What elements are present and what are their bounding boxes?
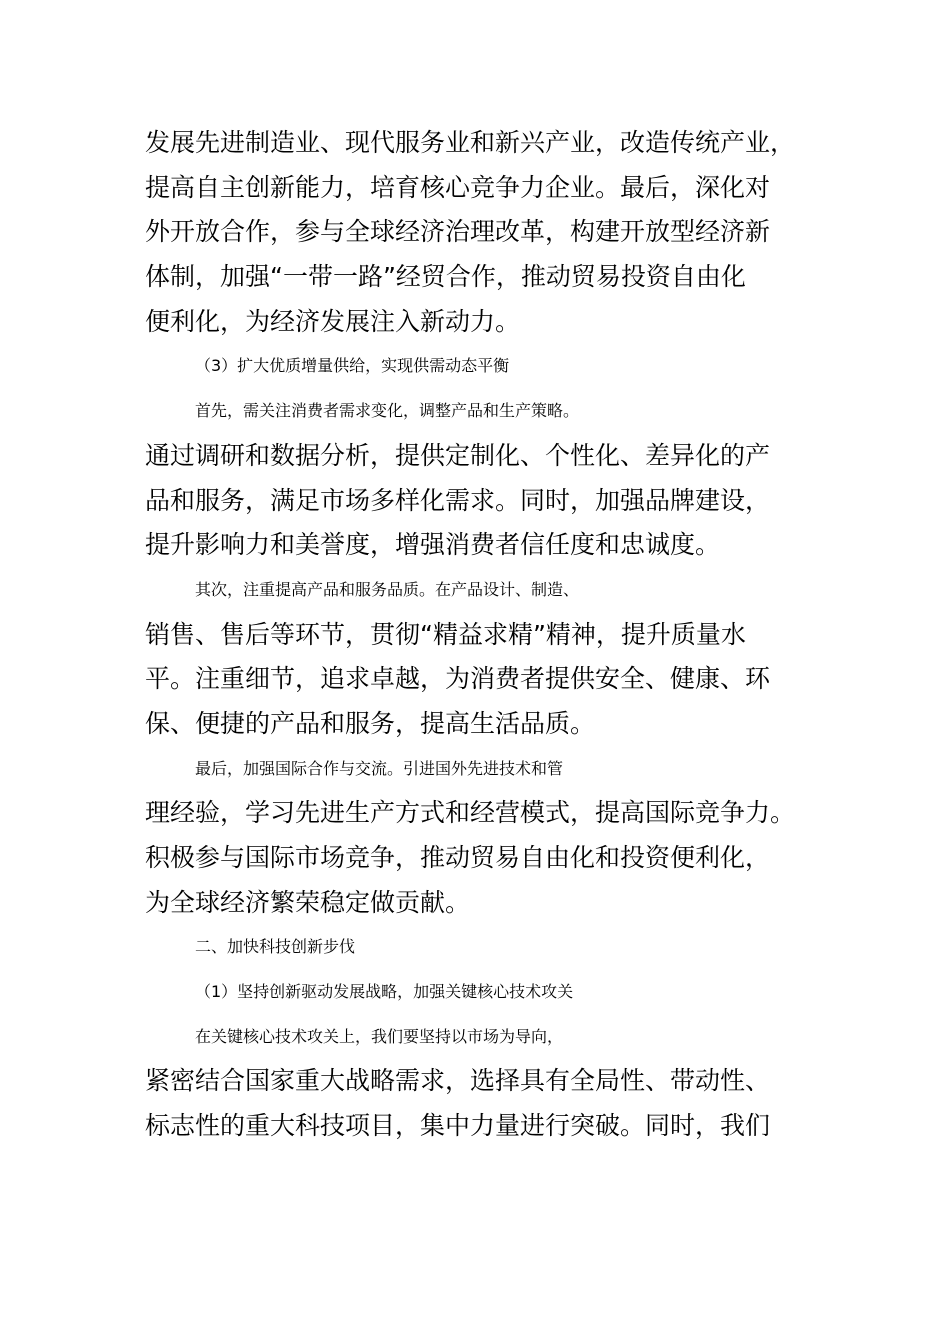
text-line: 二、加快科技创新步伐 — [195, 937, 356, 957]
text-line: 提高自主创新能力，培育核心竞争力企业。最后，深化对 — [145, 172, 771, 202]
text-line: 外开放合作，参与全球经济治理改革，构建开放型经济新 — [145, 217, 771, 247]
text-line: 提升影响力和美誉度，增强消费者信任度和忠诚度。 — [145, 530, 721, 560]
text-line: 在关键核心技术攻关上，我们要坚持以市场为导向， — [195, 1026, 564, 1046]
text-line: 销售、售后等环节，贯彻“精益求精”精神，提升质量水 — [145, 619, 746, 649]
text-line: 为全球经济繁荣稳定做贡献。 — [145, 887, 471, 917]
text-line: （3）扩大优质增量供给，实现供需动态平衡 — [195, 356, 510, 376]
text-line: 其次，注重提高产品和服务品质。在产品设计、制造、 — [195, 579, 580, 599]
text-line: 体制，加强“一带一路”经贸合作，推动贸易投资自由化 — [145, 262, 746, 292]
text-line: 积极参与国际市场竞争，推动贸易自由化和投资便利化， — [145, 843, 771, 872]
text-line: （1）坚持创新驱动发展战略，加强关键核心技术攻关 — [195, 982, 574, 1002]
text-line: 紧密结合国家重大战略需求，选择具有全局性、带动性、 — [145, 1066, 771, 1096]
text-line: 理经验，学习先进生产方式和经营模式，提高国际竞争力。 — [145, 798, 796, 828]
text-line: 最后，加强国际合作与交流。引进国外先进技术和管 — [195, 758, 564, 778]
text-line: 发展先进制造业、现代服务业和新兴产业，改造传统产业， — [145, 128, 796, 157]
text-line: 通过调研和数据分析，提供定制化、个性化、差异化的产 — [145, 440, 771, 470]
text-line: 品和服务，满足市场多样化需求。同时，加强品牌建设， — [145, 485, 771, 515]
text-line: 标志性的重大科技项目，集中力量进行突破。同时，我们 — [145, 1111, 771, 1141]
text-line: 首先，需关注消费者需求变化，调整产品和生产策略。 — [195, 401, 580, 421]
text-line: 平。注重细节，追求卓越，为消费者提供安全、健康、环 — [145, 664, 771, 694]
document-body — [145, 121, 810, 1149]
text-line: 保、便捷的产品和服务，提高生活品质。 — [145, 708, 596, 738]
text-line: 便利化，为经济发展注入新动力。 — [145, 306, 521, 336]
